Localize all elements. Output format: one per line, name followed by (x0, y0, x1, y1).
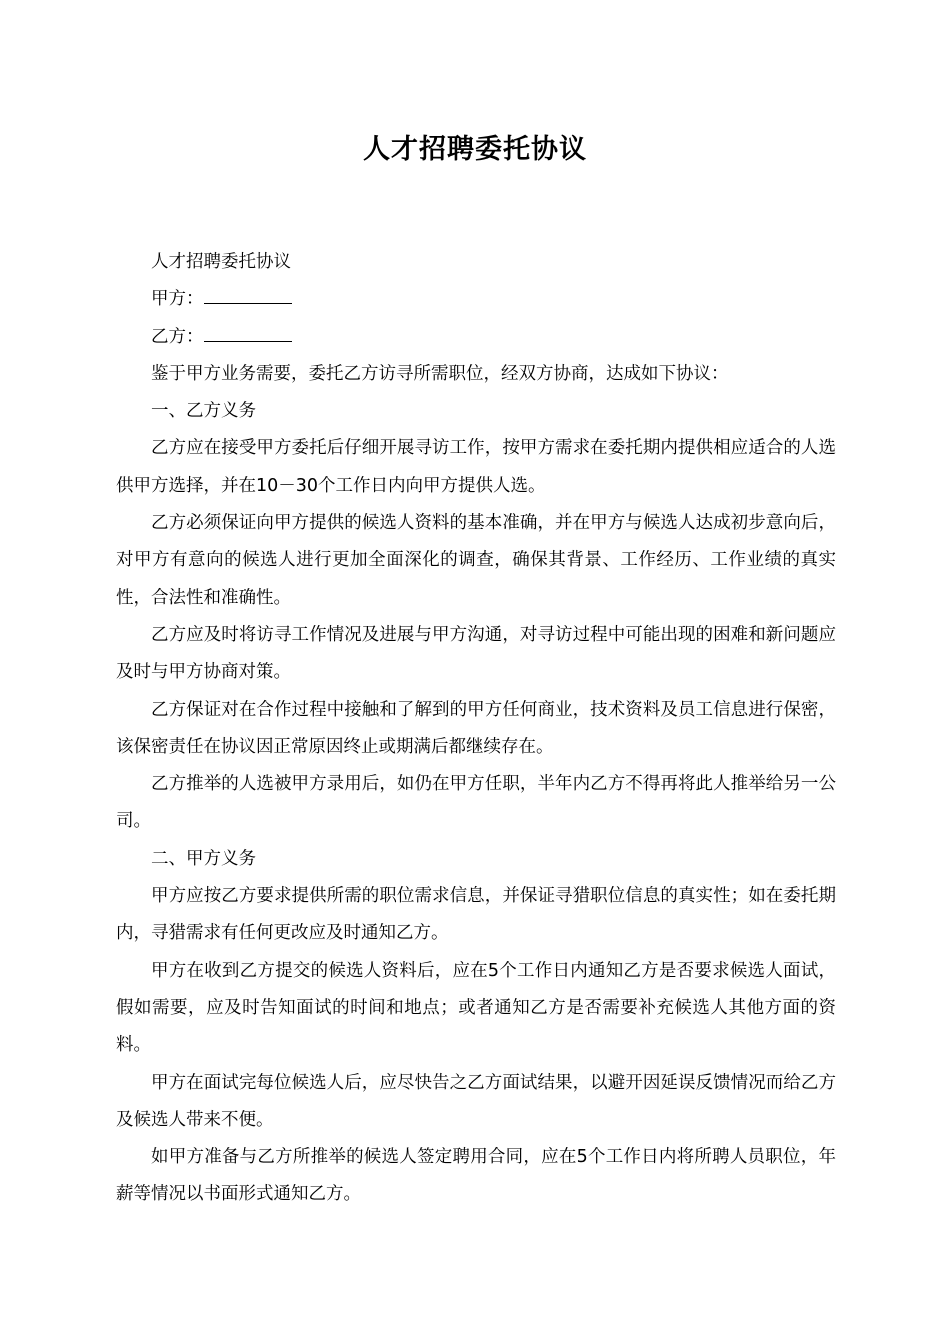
section1-paragraph-1: 乙方应在接受甲方委托后仔细开展寻访工作，按甲方需求在委托期内提供相应适合的人选供甲方选择，并在10－30个工作日内向甲方提供人选。 (116, 438, 836, 496)
section1-paragraph-4: 乙方保证对在合作过程中接触和了解到的甲方任何商业，技术资料及员工信息进行保密，该保密责任在协议因正常原因终止或期满后都继续存在。 (116, 699, 836, 757)
party-a-line (116, 281, 836, 318)
party-a-blank (204, 285, 292, 304)
party-b-label: 乙方： (151, 326, 204, 347)
section2-paragraph-4: 如甲方准备与乙方所推举的候选人签定聘用合同，应在5个工作日内将所聘人员职位，年薪等情况以书面形式通知乙方。 (116, 1147, 836, 1205)
section1-paragraph-3: 乙方应及时将访寻工作情况及进展与甲方沟通，对寻访过程中可能出现的困难和新问题应及时与甲方协商对策。 (116, 624, 836, 683)
section1-heading: 一、乙方义务 (151, 401, 256, 422)
section2-heading: 二、甲方义务 (151, 848, 256, 869)
section2-paragraph-3: 甲方在面试完每位候选人后，应尽快告之乙方面试结果，以避开因延误反馈情况而给乙方及候选人带来不便。 (116, 1072, 836, 1130)
document-title: 人才招聘委托协议 (363, 134, 587, 165)
document-subtitle: 人才招聘委托协议 (151, 252, 291, 272)
section2-paragraph-2: 甲方在收到乙方提交的候选人资料后，应在5个工作日内通知乙方是否要求候选人面试，假如需要，应及时告知面试的时间和地点；或者通知乙方是否需要补充候选人其他方面的资料。 (116, 960, 836, 1056)
section1-paragraph-2: 乙方必须保证向甲方提供的候选人资料的基本准确，并在甲方与候选人达成初步意向后，对甲方有意向的候选人进行更加全面深化的调查，确保其背景、工作经历、工作业绩的真实性，合法性和准确性。 (116, 513, 836, 608)
section1-paragraph-5: 乙方推举的人选被甲方录用后，如仍在甲方任职，半年内乙方不得再将此人推举给另一公司。 (116, 774, 836, 832)
section2-paragraph-1: 甲方应按乙方要求提供所需的职位需求信息，并保证寻猎职位信息的真实性；如在委托期内，寻猎需求有任何更改应及时通知乙方。 (116, 886, 836, 944)
party-b-line (116, 319, 836, 356)
preamble: 鉴于甲方业务需要，委托乙方访寻所需职位，经双方协商，达成如下协议： (151, 363, 729, 384)
document-body (116, 244, 836, 1214)
party-b-blank (204, 323, 292, 342)
party-a-label: 甲方： (151, 289, 204, 310)
